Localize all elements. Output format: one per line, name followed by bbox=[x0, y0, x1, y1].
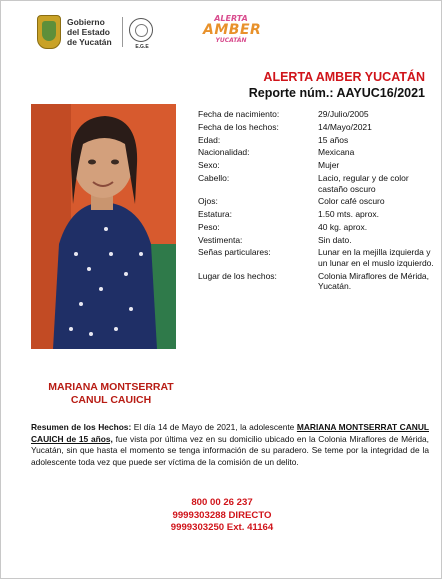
amber-logo-line-1: ALERTA bbox=[214, 14, 248, 23]
ege-seal-icon bbox=[129, 18, 153, 42]
amber-logo-line-2: AMBER bbox=[203, 22, 262, 38]
fact-label: Edad: bbox=[198, 134, 221, 145]
fact-row bbox=[198, 160, 438, 171]
fact-label: Fecha de nacimiento: bbox=[198, 109, 280, 119]
contact-phone-2: 9999303288 DIRECTO bbox=[172, 509, 272, 521]
name-line-2: CANUL CAUICH bbox=[70, 394, 152, 406]
fact-label: Nacionalidad: bbox=[198, 147, 250, 158]
gov-line-1: Gobierno bbox=[67, 17, 105, 27]
fact-value: 29/Julio/2005 bbox=[318, 109, 369, 119]
missing-person-name bbox=[31, 381, 191, 407]
fact-label: Peso: bbox=[198, 221, 220, 232]
fact-label: Cabello: bbox=[198, 172, 230, 183]
case-summary bbox=[31, 422, 429, 468]
fact-row bbox=[198, 271, 438, 292]
contact-numbers bbox=[1, 497, 442, 535]
fact-label: Lugar de los hechos: bbox=[198, 270, 277, 281]
fact-row bbox=[198, 222, 438, 233]
fact-row bbox=[198, 235, 438, 246]
yucatan-coat-of-arms-icon bbox=[37, 15, 61, 49]
gov-line-3: de Yucatán bbox=[67, 37, 112, 47]
contact-phone-1: 800 00 26 237 bbox=[191, 497, 253, 508]
fact-label: Estatura: bbox=[198, 209, 233, 220]
fact-label: Ojos: bbox=[198, 196, 218, 207]
report-number: Reporte núm.: AAYUC16/2021 bbox=[248, 86, 425, 100]
fact-value: Lunar en la mejilla izquierda y un lunar en el muslo izquierdo. bbox=[318, 247, 434, 268]
amber-logo-line-3: YUCATÁN bbox=[215, 37, 247, 44]
fact-label: Vestimenta: bbox=[198, 234, 243, 245]
header-divider bbox=[122, 17, 123, 47]
fact-row bbox=[198, 247, 438, 268]
fact-row bbox=[198, 147, 438, 158]
fact-value: 14/Mayo/2021 bbox=[318, 121, 372, 132]
alert-title: ALERTA AMBER YUCATÁN bbox=[263, 70, 425, 84]
header-logos bbox=[37, 15, 417, 55]
fact-value: Mujer bbox=[318, 160, 340, 171]
name-line-1: MARIANA MONTSERRAT bbox=[48, 381, 174, 393]
summary-text-before: El día 14 de Mayo de 2021, la adolescente bbox=[131, 422, 297, 432]
fact-value: 40 kg. aprox. bbox=[318, 221, 368, 232]
contact-phone-3: 9999303250 Ext. 41164 bbox=[170, 522, 274, 534]
fact-value: Sin dato. bbox=[318, 234, 352, 245]
fact-row bbox=[198, 109, 438, 120]
amber-alert-logo bbox=[203, 14, 262, 45]
facts-list bbox=[198, 109, 438, 294]
fact-value: Lacio, regular y de color castaño oscuro bbox=[318, 172, 409, 194]
fact-value: 15 años bbox=[318, 134, 349, 145]
summary-text-after: fue vista por última vez en su domicilio ubicado en la Colonia Miraflores de Mérida, Yucatán, sin que hasta el momento se tenga información de su paradero. Se teme por la integridad de la adolescente toda vez que puede ser víctima de la comisión de un delito. bbox=[31, 433, 430, 467]
fact-row bbox=[198, 196, 438, 207]
government-logo-text bbox=[67, 17, 112, 47]
fact-row bbox=[198, 173, 438, 194]
fact-row bbox=[198, 209, 438, 220]
fact-label: Sexo: bbox=[198, 160, 220, 171]
fact-value: Colonia Miraflores de Mérida, Yucatán. bbox=[318, 270, 430, 292]
fact-label: Fecha de los hechos: bbox=[198, 121, 279, 132]
ege-label: E.G.E bbox=[135, 44, 149, 50]
summary-label: Resumen de los Hechos: bbox=[31, 422, 132, 432]
gov-line-2: del Estado bbox=[67, 27, 110, 37]
fact-value: Color café oscuro bbox=[318, 196, 385, 207]
fact-row bbox=[198, 135, 438, 146]
fact-value: 1.50 mts. aprox. bbox=[318, 209, 379, 220]
fact-value: Mexicana bbox=[318, 147, 355, 158]
fact-label: Señas particulares: bbox=[198, 247, 271, 258]
missing-person-photo bbox=[31, 104, 176, 349]
summary-name-emphasis: MARIANA MONTSERRAT CANUL CAUICH de 15 años, bbox=[31, 422, 429, 444]
fact-row bbox=[198, 122, 438, 133]
